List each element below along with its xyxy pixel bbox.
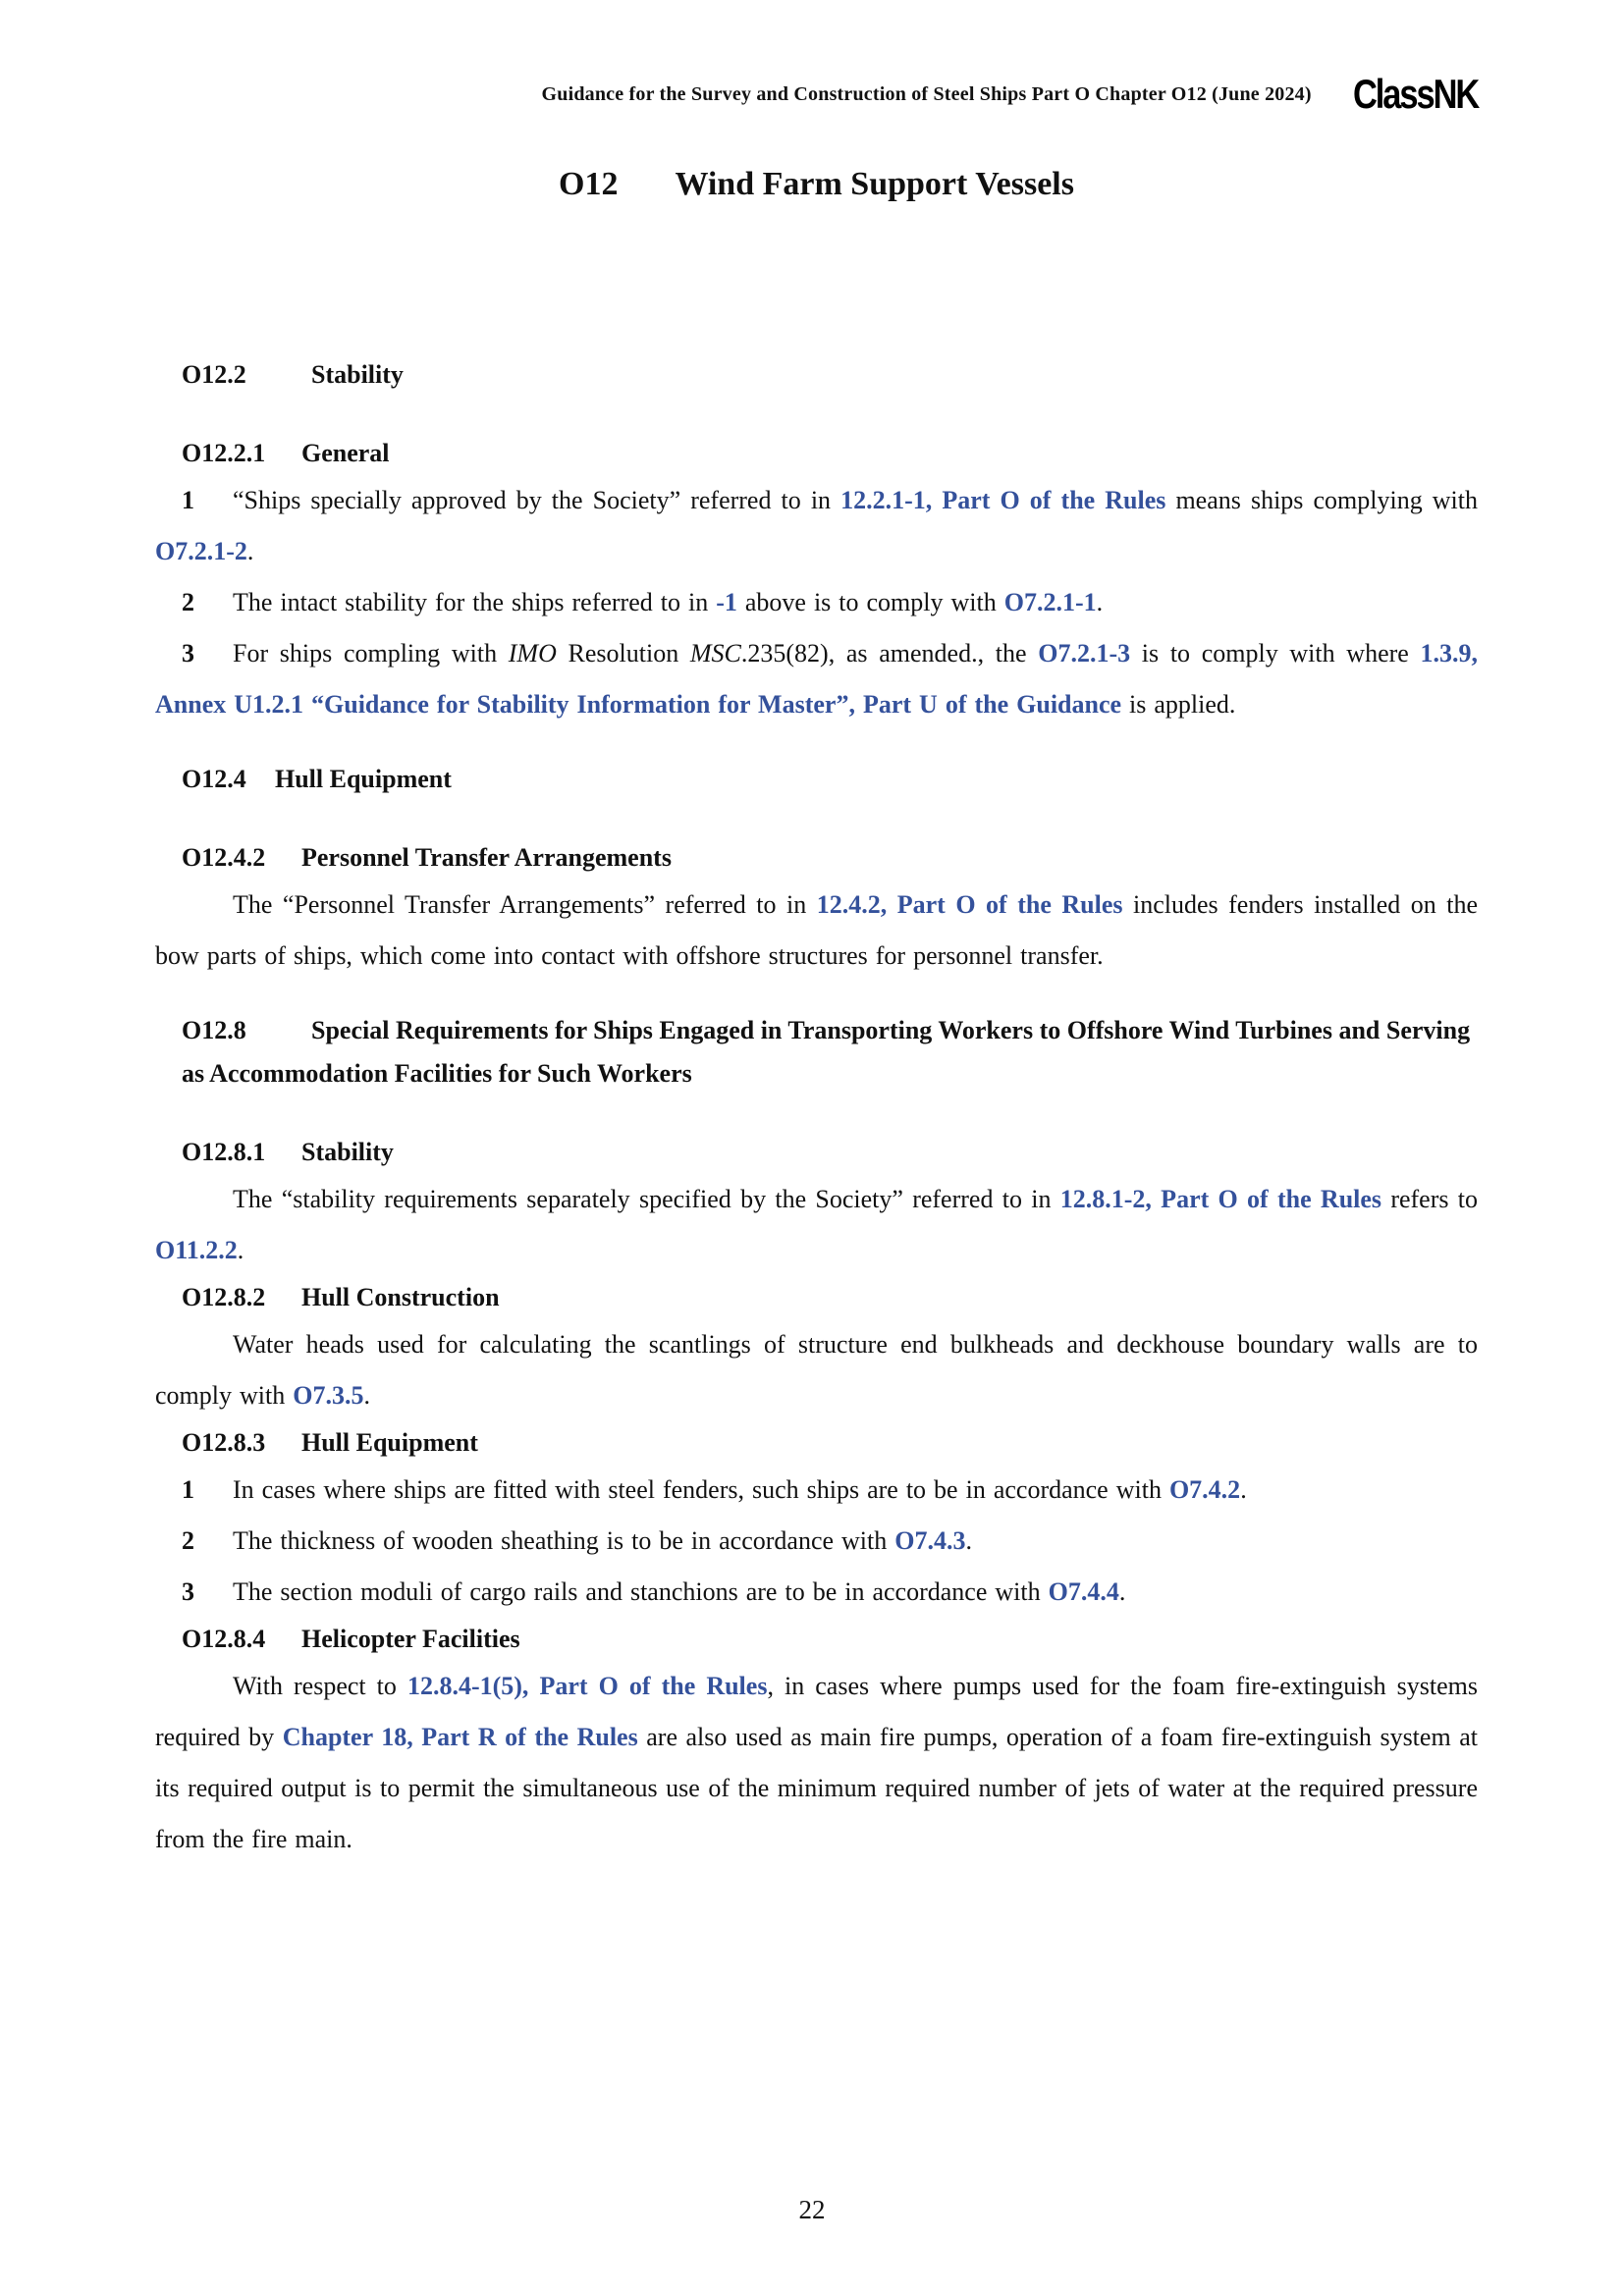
text-run: . [965,1526,972,1555]
numbered-item [155,1516,1478,1567]
rule-reference-link[interactable]: 12.2.1-1, Part O of the Rules [840,486,1166,514]
paragraph [155,880,1478,982]
heading-label: Special Requirements for Ships Engaged in Transporting Workers to Offshore Wind Turbines and Serving as Accommodation Facilities for Such Workers [182,1016,1471,1088]
rule-reference-link[interactable]: O7.2.1-1 [1003,588,1097,616]
chapter-title [155,163,1478,206]
text-run: For ships compling with [233,639,509,667]
heading-number: O12.8.1 [182,1138,266,1166]
text-run: Resolution [556,639,690,667]
rule-reference-link[interactable]: 12.8.4-1(5), Part O of the Rules [406,1672,768,1700]
paragraph [155,1319,1478,1421]
text-run: . [246,537,254,565]
heading-label: Personnel Transfer Arrangements [301,843,672,872]
section-heading-o12-8-2 [182,1276,1478,1319]
text-run: above is to comply with [736,588,1004,616]
text-run: . [237,1236,244,1264]
heading-number: O12.4 [182,765,246,793]
rule-reference-link[interactable]: 12.4.2, Part O of the Rules [816,890,1123,919]
text-run: The “stability requirements separately specified by the Society” referred to in [233,1185,1060,1213]
heading-number: O12.8.4 [182,1625,266,1653]
heading-number: O12.2.1 [182,439,266,467]
numbered-item [155,475,1478,577]
rule-reference-link[interactable]: O7.4.2 [1168,1475,1241,1504]
chapter-title-text: Wind Farm Support Vessels [675,166,1074,202]
heading-number: O12.8.3 [182,1428,266,1457]
text-run: . [1240,1475,1247,1504]
numbered-item [155,628,1478,730]
chapter-number: O12 [559,166,619,202]
rule-reference-link[interactable]: O7.4.3 [894,1526,966,1555]
section-heading-o12-8-1 [182,1131,1478,1174]
paragraph [155,1661,1478,1865]
text-run: includes fenders installed on the bow parts of ships, which come into contact with offshore structures for personnel transfer. [155,890,1478,970]
text-run: The intact stability for the ships referred to in [233,588,717,616]
text-run: . [1118,1577,1126,1606]
heading-label: Stability [301,1138,394,1166]
header-title: Guidance for the Survey and Construction of Steel Ships Part O Chapter O12 (June 2024) [541,83,1312,105]
text-run: The thickness of wooden sheathing is to be in accordance with [233,1526,895,1555]
rule-reference-link[interactable]: O7.2.1-2 [155,537,247,565]
item-number: 1 [182,486,194,514]
text-run: means ships complying with [1165,486,1478,514]
item-number: 2 [182,1526,194,1555]
text-run: , in cases where pumps used for the foam fire-extinguish systems required by [155,1672,1478,1751]
rule-reference-link[interactable]: 1.3.9, Annex U1.2.1 “Guidance for Stability Information for Master”, Part U of the Guidance [155,639,1479,719]
heading-label: Hull Equipment [275,765,452,793]
text-run: .235(82), as amended., the [740,639,1039,667]
section-heading-o12-2 [182,353,1478,397]
italic-text: MSC [689,639,741,667]
document-body [155,353,1478,1865]
rule-reference-link[interactable]: Chapter 18, Part R of the Rules [282,1723,638,1751]
heading-number: O12.8 [182,1016,246,1044]
text-run: With respect to [233,1672,407,1700]
section-heading-o12-8-4 [182,1618,1478,1661]
item-number: 3 [182,1577,194,1606]
paragraph [155,1174,1478,1276]
text-run: The “Personnel Transfer Arrangements” referred to in [233,890,817,919]
heading-label: Hull Equipment [301,1428,478,1457]
text-run: are also used as main fire pumps, operation of a foam fire-extinguish system at its required output is to permit the simultaneous use of the minimum required number of jets of water at the required pressure from the fire main. [155,1723,1478,1853]
heading-number: O12.2 [182,360,246,389]
rule-reference-link[interactable]: O7.4.4 [1048,1577,1119,1606]
item-number: 1 [182,1475,194,1504]
heading-label: Hull Construction [301,1283,500,1311]
section-heading-o12-4-2 [182,836,1478,880]
item-number: 2 [182,588,194,616]
numbered-item [155,1465,1478,1516]
heading-number: O12.4.2 [182,843,266,872]
rule-reference-link[interactable]: O7.2.1-3 [1038,639,1131,667]
text-run: refers to [1381,1185,1478,1213]
numbered-item [155,1567,1478,1618]
item-number: 3 [182,639,194,667]
page-number: 22 [798,2195,826,2224]
text-run: In cases where ships are fitted with steel fenders, such ships are to be in accordance with [233,1475,1169,1504]
page-header [155,71,1478,117]
numbered-item [155,577,1478,628]
rule-reference-link[interactable]: O7.3.5 [293,1381,364,1410]
text-run: . [363,1381,370,1410]
rule-reference-link[interactable]: O11.2.2 [155,1236,238,1264]
section-heading-o12-8-3 [182,1421,1478,1465]
text-run: is applied. [1121,690,1236,719]
section-heading-o12-4 [182,758,1478,801]
text-run: is to comply with where [1130,639,1421,667]
heading-label: Stability [311,360,404,389]
heading-label: General [301,439,390,467]
rule-reference-link[interactable]: -1 [716,588,737,616]
section-heading-o12-2-1 [182,432,1478,475]
text-run: . [1096,588,1104,616]
text-run: “Ships specially approved by the Society” referred to in [233,486,841,514]
heading-number: O12.8.2 [182,1283,266,1311]
italic-text: IMO [508,639,557,667]
text-run: The section moduli of cargo rails and stanchions are to be in accordance with [233,1577,1049,1606]
classnk-logo: ClassNK [1352,71,1478,117]
text-run: Water heads used for calculating the scantlings of structure end bulkheads and deckhouse boundary walls are to comply with [155,1330,1478,1410]
heading-label: Helicopter Facilities [301,1625,520,1653]
rule-reference-link[interactable]: 12.8.1-2, Part O of the Rules [1059,1185,1382,1213]
section-heading-o12-8 [182,1009,1478,1095]
